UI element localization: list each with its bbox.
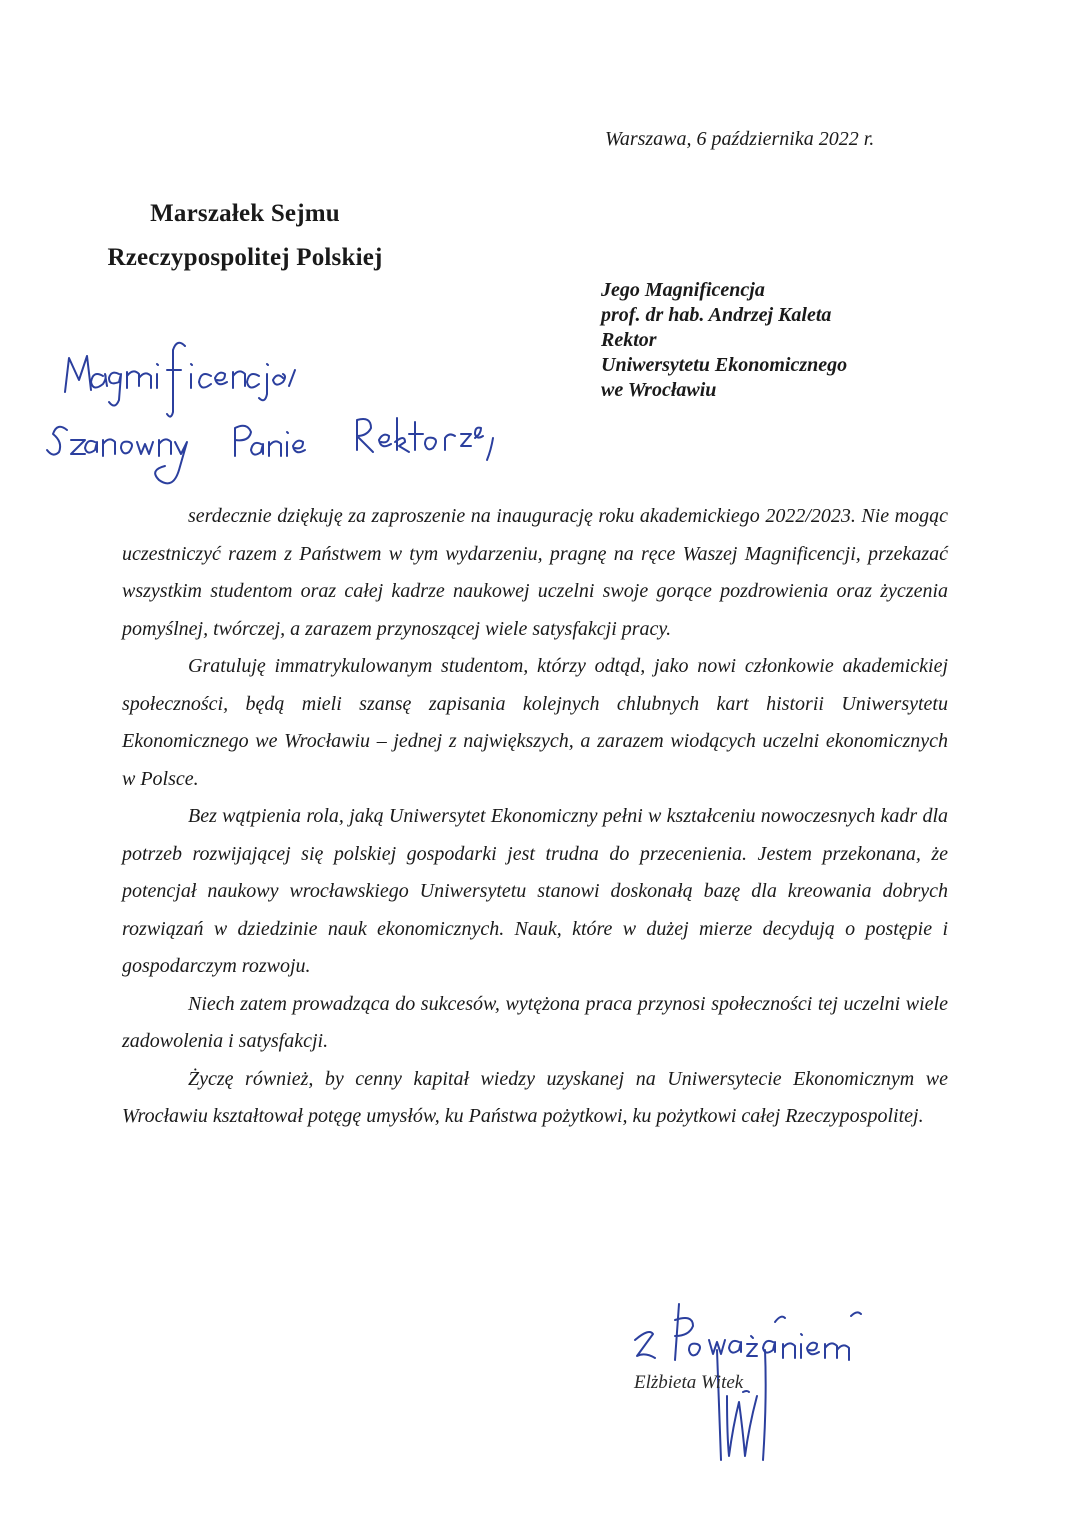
- body-paragraph: Gratuluję immatrykulowanym studentom, którzy odtąd, jako nowi członkowie akademickiej społeczności, będą mieli szansę zapisania kolejnych chlubnych kart historii Uniwersytetu Ekonomicznego we Wrocławiu – jednej z największych, a zarazem wiodących uczelni ekonomicznych w Polsce.: [122, 655, 948, 790]
- recipient-block: [601, 278, 847, 403]
- body-paragraph: Życzę również, by cenny kapitał wiedzy uzyskanej na Uniwersytecie Ekonomicznym we Wrocławiu kształtował potęgę umysłów, ku Państwa pożytkowi, ku pożytkowi całej Rzeczypospolitej.: [122, 1067, 948, 1127]
- handwritten-salutation: [45, 330, 505, 500]
- recipient-line: Rektor: [601, 329, 657, 351]
- letter-date: Warszawa, 6 października 2022 r.: [605, 128, 875, 150]
- letter-body: [122, 498, 948, 1136]
- body-paragraph: Bez wątpienia rola, jaką Uniwersytet Ekonomiczny pełni w kształceniu nowoczesnych kadr dla potrzeb rozwijającej się polskiej gospodarki jest trudna do przecenienia. Jestem przekonana, że potencjał naukowy wrocławskiego Uniwersytetu stanowi doskonałą bazę dla kreowania dobrych rozwiązań w dziedzinie nauk ekonomicznych. Nauk, które w dużej mierze decydują o postępie i gospodarczym rozwoju.: [122, 805, 948, 977]
- issuer-country: Rzeczypospolitej Polskiej: [107, 244, 383, 271]
- body-paragraph: Niech zatem prowadząca do sukcesów, wytężona praca przynosi społeczności tej uczelni wiele zadowolenia i satysfakcji.: [122, 992, 948, 1052]
- issuer-title: Marszałek Sejmu: [150, 200, 340, 227]
- issuer-header: [100, 192, 390, 280]
- recipient-line: Uniwersytetu Ekonomicznego: [601, 354, 848, 376]
- signer-name: Elżbieta Witek: [634, 1372, 744, 1393]
- recipient-line: we Wrocławiu: [601, 379, 717, 401]
- recipient-line: prof. dr hab. Andrzej Kaleta: [601, 304, 832, 326]
- recipient-line: Jego Magnificencja: [601, 279, 765, 301]
- body-paragraph: serdecznie dziękuję za zaproszenie na inaugurację roku akademickiego 2022/2023. Nie mogąc uczestniczyć razem z Państwem w tym wydarzeniu, pragnę na ręce Waszej Magnificencji, przekazać wszystkim studentom oraz całej kadrze naukowej uczelni swoje gorące pozdrowienia oraz życzenia pomyślnej, twórczej, a zarazem przynoszącej wiele satysfakcji pracy.: [122, 505, 948, 640]
